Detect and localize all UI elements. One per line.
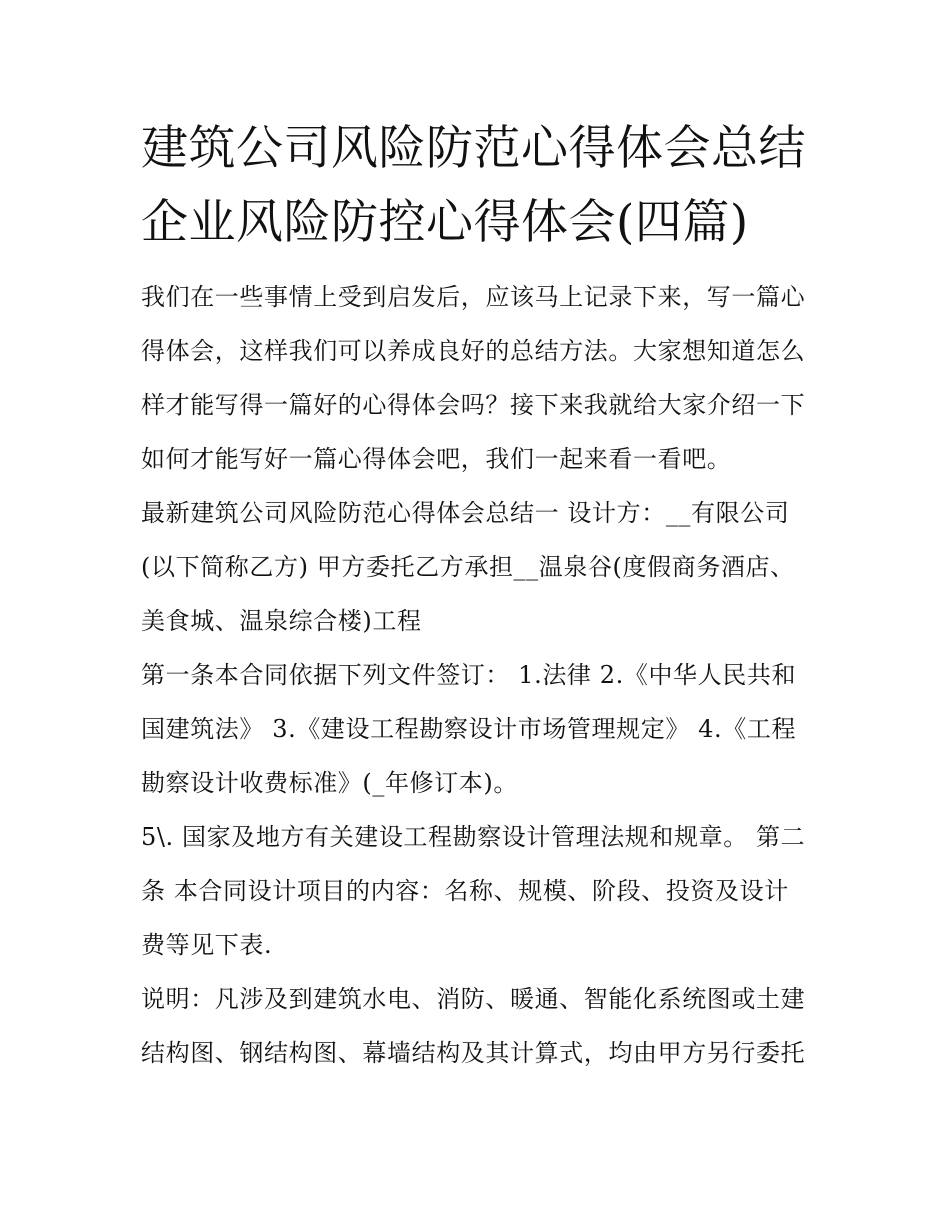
article-one-paragraph: 第一条本合同依据下列文件签订： 1.法律 2.《中华人民共和国建筑法》 3.《建设工程勘察设计市场管理规定》 4.《工程勘察设计收费标准》(_年修订本)。 [141, 661, 797, 797]
contract-parties-paragraph: 最新建筑公司风险防范心得体会总结一 设计方：__有限公司(以下简称乙方) 甲方委托乙方承担__温泉谷(度假商务酒店、美食城、温泉综合楼)工程 [141, 499, 795, 635]
note-paragraph: 说明：凡涉及到建筑水电、消防、暖通、智能化系统图或土建结构图、钢结构图、幕墙结构及其计算式，均由甲方另行委托 [141, 985, 806, 1067]
intro-paragraph: 我们在一些事情上受到启发后，应该马上记录下来，写一篇心得体会，这样我们可以养成良好的总结方法。大家想知道怎么样才能写得一篇好的心得体会吗？接下来我就给大家介绍一下如何才能写好一篇心得体会吧，我们一起来看一看吧。 [141, 283, 806, 473]
document-title: 建筑公司风险防范心得体会总结 企业风险防控心得体会(四篇) [141, 121, 806, 250]
document-page [141, 112, 811, 1080]
article-two-paragraph: 5\. 国家及地方有关建设工程勘察设计管理法规和规章。 第二条 本合同设计项目的内容：名称、规模、阶段、投资及设计费等见下表. [141, 823, 806, 959]
